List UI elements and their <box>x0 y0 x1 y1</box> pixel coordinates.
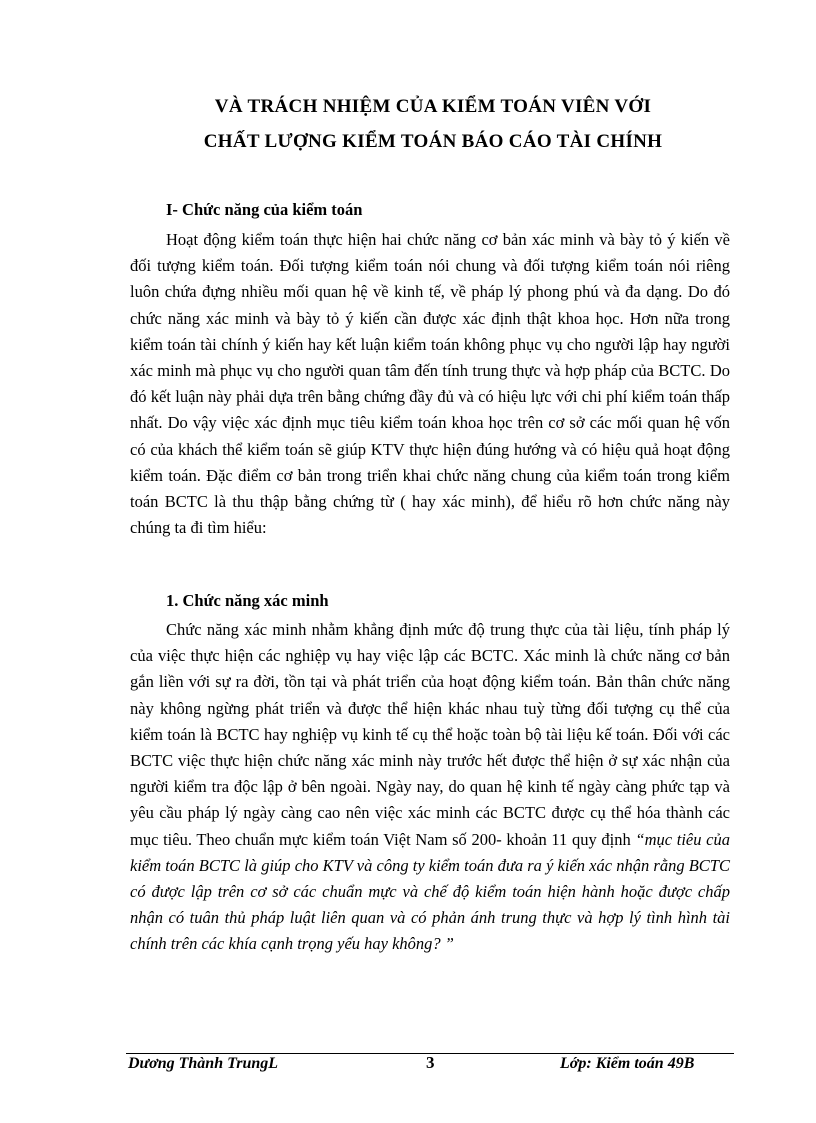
title-line-2: CHẤT LƯỢNG KIỂM TOÁN BÁO CÁO TÀI CHÍNH <box>203 131 663 152</box>
footer-class: Lớp: Kiểm toán 49B <box>560 1055 695 1072</box>
paragraph-functions: Hoạt động kiểm toán thực hiện hai chức năng cơ bản xác minh và bày tỏ ý kiến về đối tượng kiểm toán. Đối tượng kiểm toán nói chung và đối tượng kiểm toán nói riêng luôn chứa đựng nhiều mối quan hệ về kinh tế, về pháp lý phong phú và đa dạng. Do đó chức năng xác minh và bày tỏ ý kiến cần được xác định thật khoa học. Hơn nữa trong kiểm toán tài chính ý kiến hay kết luận kiểm toán không phục vụ cho người lập hay người xác minh mà phục vụ cho người quan tâm đến tính trung thực và hợp pháp của BCTC. Do đó kết luận này phải dựa trên bằng chứng đầy đủ và có hiệu lực với chi phí kiểm toán thấp nhất. Do vậy việc xác định mục tiêu kiểm toán khoa học trên cơ sở các mối quan hệ vốn có của khách thể kiểm toán sẽ giúp KTV thực hiện đúng hướng và có hiệu quả hoạt động kiểm toán. Đặc điểm cơ bản trong triển khai chức năng chung của kiểm toán trong kiểm toán BCTC là thu thập bằng chứng từ ( hay xác minh), để hiểu rõ hơn chức năng này chúng ta đi tìm hiểu: <box>130 230 730 538</box>
paragraph-verification <box>130 617 730 958</box>
standard-quote: “mục tiêu của kiểm toán BCTC là giúp cho KTV và công ty kiểm toán đưa ra ý kiến xác nhận rằng BCTC có được lập trên cơ sở các chuẩn mực và chế độ kiểm toán hiện hành hoặc được chấp nhận có tuân thủ pháp luật liên quan và có phản ánh trung thực và hợp lý tình hình tài chính trên các khía cạnh trọng yếu hay không? ” <box>130 829 730 954</box>
section-heading-functions: I- Chức năng của kiểm toán <box>166 200 363 219</box>
footer-author: Dương Thành TrungL <box>128 1055 279 1072</box>
section-heading-verification: 1. Chức năng xác minh <box>166 591 329 610</box>
title-line-1: VÀ TRÁCH NHIỆM CỦA KIỂM TOÁN VIÊN VỚI <box>214 96 652 117</box>
paragraph-verification-text: Chức năng xác minh nhằm khẳng định mức độ trung thực của tài liệu, tính pháp lý của việc thực hiện các nghiệp vụ hay việc lập các BCTC. Xác minh là chức năng cơ bản gắn liền với sự ra đời, tồn tại và phát triển của hoạt động kiểm toán. Bản thân chức năng này không ngừng phát triển và được thể hiện khác nhau tuỳ từng đối tượng cụ thể của kiểm toán là BCTC hay nghiệp vụ kinh tế cụ thể hoặc toàn bộ tài liệu kế toán. Đối với các BCTC việc thực hiện chức năng xác minh này trước hết được thể hiện ở sự xác nhận của người kiểm tra độc lập ở bên ngoài. Ngày nay, do quan hệ kinh tế ngày càng phức tạp và yêu cầu pháp lý ngày càng cao nên việc xác minh các BCTC được cụ thể hóa thành các mục tiêu. Theo chuẩn mực kiểm toán Việt Nam số 200- khoản 11 quy định <box>130 620 730 849</box>
footer-page-number: 3 <box>426 1053 435 1072</box>
